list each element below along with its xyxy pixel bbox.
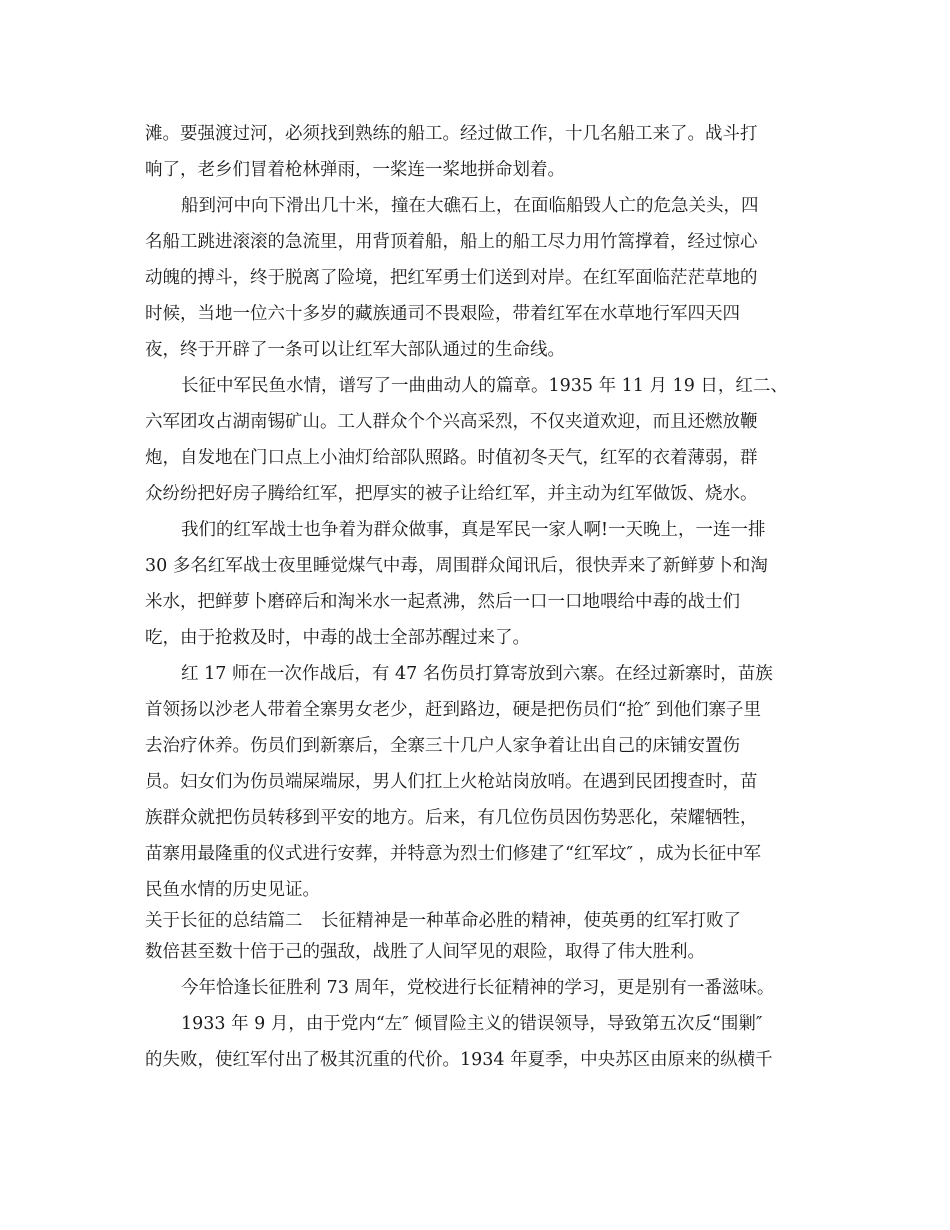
- text-line-1: 滩。要强渡过河，必须找到熟练的船工。经过做工作，十几名船工来了。战斗打: [145, 124, 758, 144]
- text-line-12: 我们的红军战士也争着为群众做事，真是军民一家人啊!一天晚上，一连一排: [181, 520, 766, 540]
- text-line-9: 六军团攻占湖南锡矿山。工人群众个个兴高采烈，不仅夹道欢迎，而且还燃放鞭: [145, 412, 758, 432]
- text-line-15: 吃，由于抢救及时，中毒的战士全部苏醒过来了。: [145, 628, 530, 648]
- text-line-10: 炮，自发地在门口点上小油灯给部队照路。时值初冬天气，红军的衣着薄弱，群: [145, 448, 758, 468]
- text-line-19: 员。妇女们为伤员端屎端尿，男人们扛上火枪站岗放哨。在遇到民团搜查时，苗: [145, 772, 758, 792]
- text-line-6: 时候，当地一位六十多岁的藏族通司不畏艰险，带着红军在水草地行军四天四: [145, 304, 740, 324]
- text-line-7: 夜，终于开辟了一条可以让红军大部队通过的生命线。: [145, 340, 565, 360]
- text-line-3: 船到河中向下滑出几十米，撞在大礁石上，在面临船毁人亡的危急关头，四: [181, 196, 759, 216]
- text-line-27: 的失败，使红军付出了极其沉重的代价。1934 年夏季，中央苏区由原来的纵横千: [145, 1050, 773, 1070]
- text-line-11: 众纷纷把好房子腾给红军，把厚实的被子让给红军，并主动为红军做饭、烧水。: [145, 484, 758, 504]
- text-line-26: 1933 年 9 月，由于党内“左″ 倾冒险主义的错误领导，导致第五次反“围剿″: [181, 1014, 763, 1034]
- text-line-13: 30 多名红军战士夜里睡觉煤气中毒，周围群众闻讯后，很快弄来了新鲜萝卜和淘: [145, 556, 768, 576]
- text-line-16: 红 17 师在一次作战后，有 47 名伤员打算寄放到六寨。在经过新寨时，苗族: [181, 664, 773, 684]
- text-line-21: 苗寨用最隆重的仪式进行安葬，并特意为烈士们修建了“红军坟″ ，成为长征中军: [145, 844, 762, 864]
- text-line-8: 长征中军民鱼水情，谱写了一曲曲动人的篇章。1935 年 11 月 19 日，红二、: [181, 376, 788, 396]
- section-heading: 关于长征的总结篇二: [145, 911, 303, 931]
- document-body: [145, 116, 810, 1078]
- text-line-17: 首领扬以沙老人带着全寨男女老少，赶到路边，硬是把伤员们“抢″ 到他们寨子里: [145, 700, 762, 720]
- text-line-20: 族群众就把伤员转移到平安的地方。后来，有几位伤员因伤势恶化，荣耀牺牲，: [145, 808, 758, 828]
- text-line-14: 米水，把鲜萝卜磨碎后和淘米水一起煮沸，然后一口一口地喂给中毒的战士们: [145, 592, 740, 612]
- text-line-2: 响了，老乡们冒着枪林弹雨，一桨连一桨地拼命划着。: [145, 160, 565, 180]
- text-line-5: 动魄的搏斗，终于脱离了险境，把红军勇士们送到对岸。在红军面临茫茫草地的: [145, 268, 758, 288]
- text-line-22: 民鱼水情的历史见证。: [145, 880, 320, 900]
- text-line-25: 今年恰逢长征胜利 73 周年，党校进行长征精神的学习，更是别有一番滋味。: [181, 978, 775, 998]
- section-heading-line: [145, 908, 810, 934]
- text-line-24: 数倍甚至数十倍于己的强敌，战胜了人间罕见的艰险，取得了伟大胜利。: [145, 942, 705, 962]
- text-line-18: 去治疗休养。伤员们到新寨后，全寨三十几户人家争着让出自己的床铺安置伤: [145, 736, 740, 756]
- section-heading-rest: 长征精神是一种革命必胜的精神，使英勇的红军打败了: [321, 911, 741, 931]
- text-line-4: 名船工跳进滚滚的急流里，用背顶着船，船上的船工尽力用竹篙撑着，经过惊心: [145, 232, 758, 252]
